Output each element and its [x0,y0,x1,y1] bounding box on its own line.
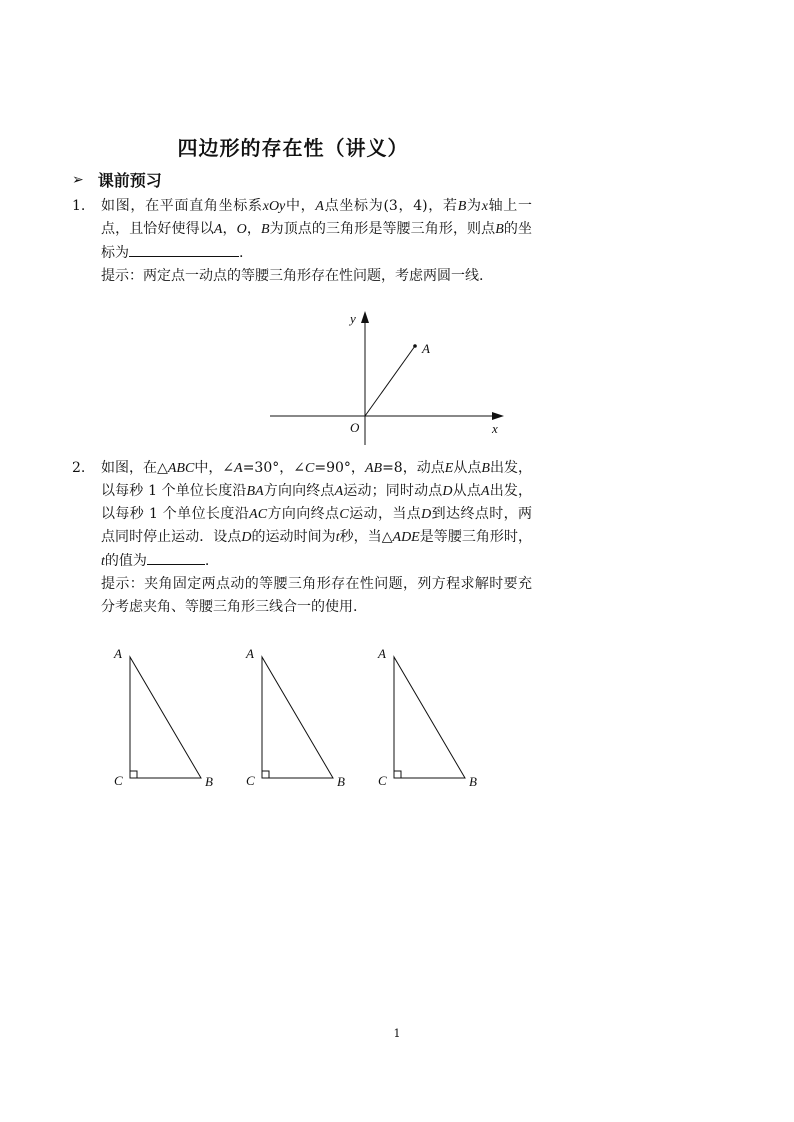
arrow-bullet-icon: ➢ [72,171,84,188]
answer-blank [129,241,239,257]
hint-text: 提示：夹角固定两点动的等腰三角形存在性问题，列方程求解时要充分考虑夹角、等腰三角形三线合一的使用. [101,576,532,615]
label-a: A [422,341,430,356]
problem-text: 如图，在平面直角坐标系xOy中，A点坐标为(3，4)，若B为x轴上一点，且恰好使得以A，O，B为顶点的三角形是等腰三角形，则点B的坐标为 . [101,198,533,261]
triangle-figure-3 [372,640,482,795]
triangle-abc [394,657,465,778]
triangle-abc [130,657,201,778]
right-angle-mark [262,771,269,778]
triangle-abc [262,657,333,778]
y-axis-arrow-icon [361,311,369,323]
label-a: A [114,646,122,661]
segment-oa [365,346,415,416]
label-b: B [469,774,477,789]
page-title: 四边形的存在性（讲义） [177,136,409,160]
label-c: C [246,773,255,788]
problem-number: 2. [72,460,86,476]
label-b: B [205,774,213,789]
section-label: 课前预习 [97,171,162,190]
label-a: A [378,646,386,661]
label-a: A [246,646,254,661]
problem-2 [72,457,532,619]
triangle-figure-1 [108,640,218,795]
label-x: x [492,421,498,436]
label-c: C [378,773,387,788]
label-b: B [337,774,345,789]
answer-blank [147,549,205,565]
right-angle-mark [130,771,137,778]
problem-1 [72,195,532,288]
hint-text: 提示：两定点一动点的等腰三角形存在性问题，考虑两圆一线. [101,268,484,284]
coordinate-figure [260,305,520,450]
triangle-figure-2 [240,640,350,795]
right-angle-mark [394,771,401,778]
label-y: y [350,311,356,326]
section-heading [72,168,162,191]
page-number: 1 [393,1027,401,1040]
point-a [413,344,417,348]
label-o: O [350,420,360,435]
problem-number: 1. [72,198,86,214]
problem-text: 如图，在△ABC中，∠A=30°，∠C=90°，AB=8，动点E从点B出发，以每秒 1 个单位长度沿BA方向向终点A运动；同时动点D从点A出发，以每秒 1 个单位长度沿AC方向向终点C运动，当点D到达终点时，两点同时停止运动．设点D的运动时间为t秒，当△ADE是等腰三角形时，t的值为 . [101,460,533,569]
x-axis-arrow-icon [492,412,504,420]
label-c: C [114,773,123,788]
